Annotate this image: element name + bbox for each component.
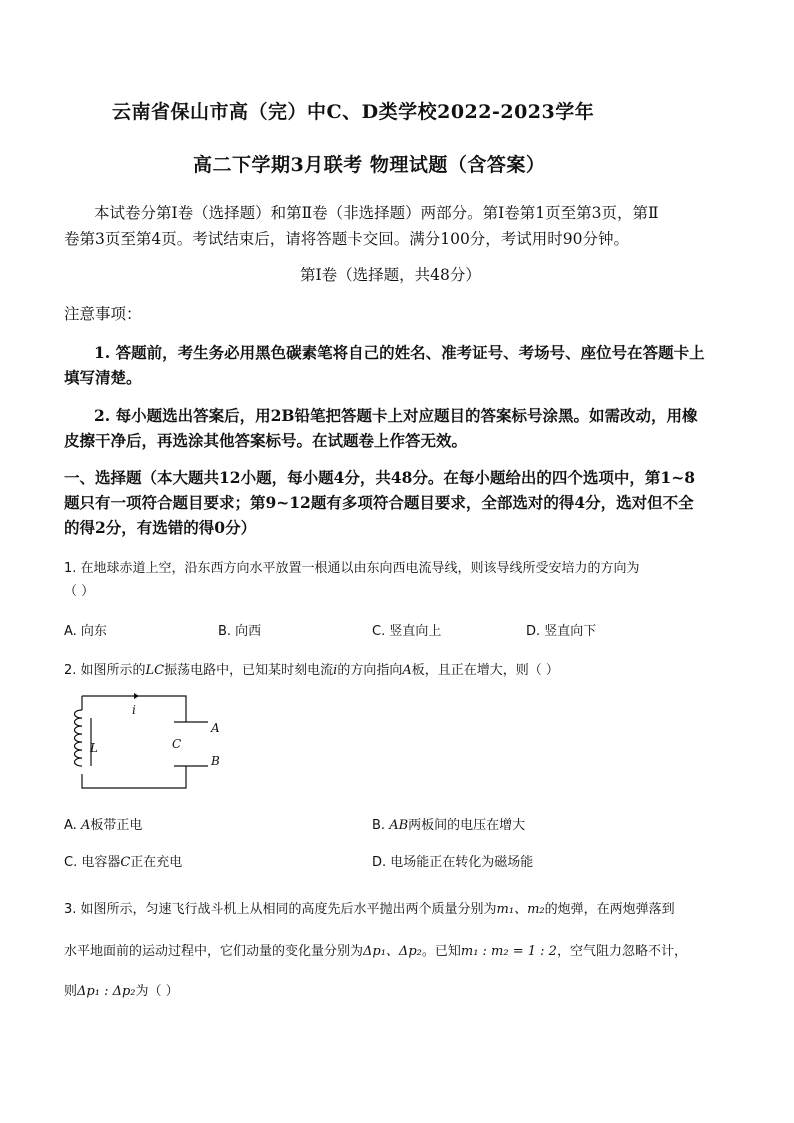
current-label: i — [132, 703, 136, 717]
q2-option-c: C. 电容器C正在充电 — [64, 855, 183, 870]
note-1-line-2: 填写清楚。 — [64, 368, 142, 387]
q2-option-b: B. AB两板间的电压在增大 — [372, 818, 526, 833]
title-line-1: 云南省保山市高（完）中C、D类学校2022-2023学年 — [112, 101, 595, 123]
part1-line-2: 题只有一项符合题目要求；第9~12题有多项符合题目要求，全部选对的得4分，选对但不全 — [64, 493, 694, 512]
plate-b-label: B — [211, 754, 220, 768]
q3-line-3: 则Δp₁ : Δp₂为（ ） — [64, 984, 179, 999]
q3-line-2: 水平地面前的运动过程中，它们动量的变化量分别为Δp₁、Δp₂。已知m₁ : m₂ = 1 : 2，空气阻力忽略不计， — [64, 944, 687, 959]
q2-option-d: D. 电场能正在转化为磁场能 — [372, 855, 534, 870]
q1-option-d: D. 竖直向下 — [526, 624, 597, 639]
q3-line-1: 3. 如图所示，匀速飞行战斗机上从相同的高度先后水平抛出两个质量分别为m₁、m₂的炮弹，在两炮弹落到 — [64, 902, 675, 917]
part1-line-1: 一、选择题（本大题共12小题，每小题4分，共48分。在每小题给出的四个选项中，第1~8 — [64, 468, 695, 487]
q2-option-a: A. A板带正电 — [64, 818, 143, 833]
title-line-2: 高二下学期3月联考 物理试题（含答案） — [193, 154, 546, 176]
q1-option-c: C. 竖直向上 — [372, 624, 442, 639]
intro-line-2: 卷第3页至第4页。考试结束后，请将答题卡交回。满分100分，考试用时90分钟。 — [64, 230, 630, 248]
q1-stem-line-2: （ ） — [64, 584, 95, 599]
notes-heading: 注意事项： — [64, 305, 142, 323]
section-title: 第Ⅰ卷（选择题，共48分） — [300, 266, 481, 284]
intro-line-1: 本试卷分第Ⅰ卷（选择题）和第Ⅱ卷（非选择题）两部分。第Ⅰ卷第1页至第3页，第Ⅱ — [94, 204, 659, 222]
inductor-label: L — [90, 741, 98, 755]
q1-option-b: B. 向西 — [218, 624, 262, 639]
q2-stem: 2. 如图所示的LC振荡电路中，已知某时刻电流i的方向指向A板，且正在增大，则（ ） — [64, 663, 559, 678]
lc-circuit-diagram — [60, 690, 230, 795]
note-2-line-2: 皮擦干净后，再选涂其他答案标号。在试题卷上作答无效。 — [64, 431, 468, 450]
note-2-line-1: 2. 每小题选出答案后，用2B铅笔把答题卡上对应题目的答案标号涂黑。如需改动，用橡 — [94, 406, 698, 425]
capacitor-label: C — [172, 737, 182, 751]
part1-line-3: 的得2分，有选错的得0分） — [64, 518, 257, 537]
q1-stem-line-1: 1. 在地球赤道上空，沿东西方向水平放置一根通以由东向西电流导线，则该导线所受安培力的方向为 — [64, 561, 640, 576]
current-arrow — [134, 693, 139, 699]
plate-a-label: A — [211, 721, 220, 735]
note-1-line-1: 1. 答题前，考生务必用黑色碳素笔将自己的姓名、准考证号、考场号、座位号在答题卡上 — [94, 343, 705, 362]
q1-option-a: A. 向东 — [64, 624, 107, 639]
